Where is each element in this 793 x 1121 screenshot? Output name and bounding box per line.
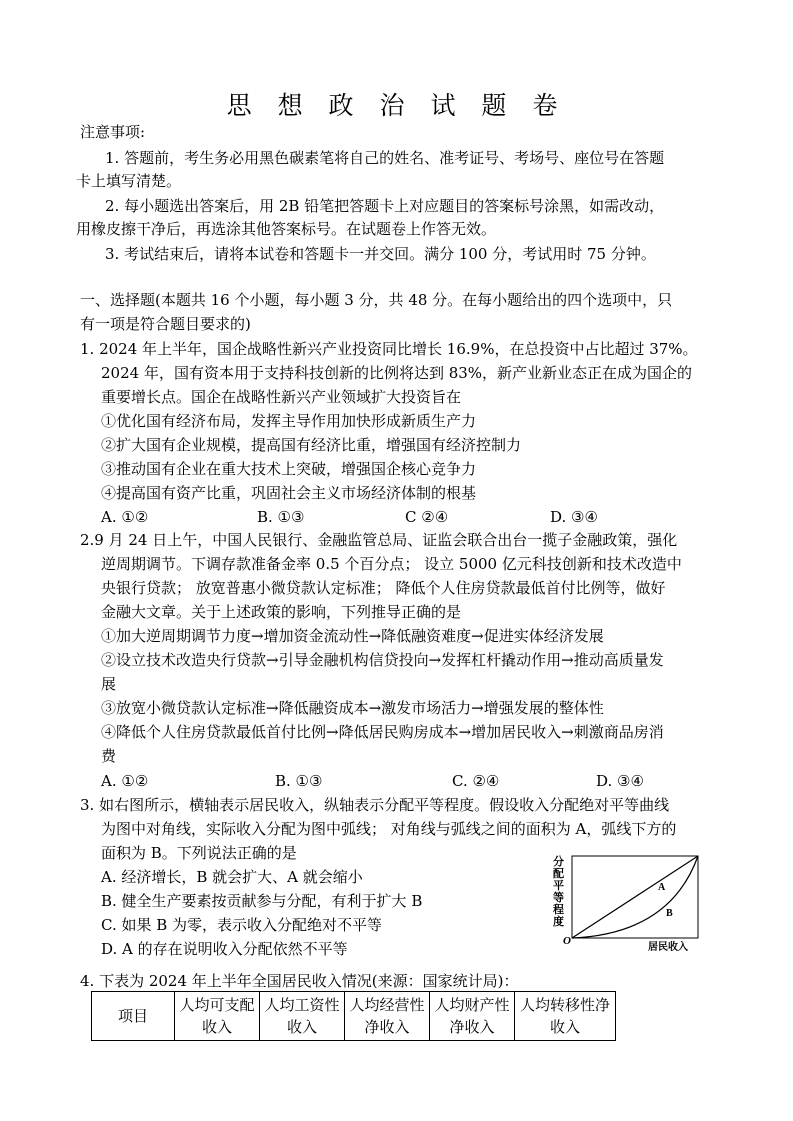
table-header-cell bbox=[175, 992, 260, 1041]
y-axis-label-glyph: 平 bbox=[553, 879, 564, 892]
q2-stem-line4: 金融大文章。关于上述政策的影响，下列推导正确的是 bbox=[101, 603, 462, 621]
header-text-line: 人均工资性 bbox=[264, 996, 340, 1014]
q2-stem-line1: 2.9 月 24 日上午，中国人民银行、金融监管总局、证监会联合出台一揽子金融政策，强化 bbox=[80, 531, 678, 549]
header-text-line: 人均财产性 bbox=[434, 996, 510, 1014]
notice-heading: 注意事项: bbox=[80, 123, 146, 141]
q1-stem-line2: 2024 年，国有资本用于支持科技创新的比例将达到 83%，新产业新业态正在成为国企的 bbox=[101, 364, 693, 382]
header-disposable-income bbox=[179, 996, 254, 1036]
figure-x-axis-label: 居民收入 bbox=[648, 942, 688, 953]
y-axis-label-glyph: 度 bbox=[553, 915, 564, 928]
q2-option-d: D. ③④ bbox=[596, 772, 644, 790]
header-text-line: 收入 bbox=[286, 1018, 317, 1036]
q3-option-d: D. A 的存在说明收入分配依然不平等 bbox=[101, 940, 348, 958]
income-distribution-diagram bbox=[560, 850, 710, 954]
header-business-income bbox=[349, 996, 424, 1036]
q3-stem-line3: 面积为 B。下列说法正确的是 bbox=[101, 844, 297, 862]
q1-option-c: C ②④ bbox=[405, 508, 449, 526]
header-text-line: 人均经营性 bbox=[349, 996, 425, 1014]
header-text-line: 人均可支配 bbox=[179, 996, 255, 1014]
header-property-income bbox=[434, 996, 509, 1036]
table-header-cell bbox=[260, 992, 345, 1041]
header-text-line: 收入 bbox=[201, 1018, 232, 1036]
table-header-row bbox=[92, 992, 616, 1041]
table-header-cell bbox=[515, 992, 616, 1041]
page-title: 思 想 政 治 试 题 卷 bbox=[226, 91, 567, 120]
q3-stem-line2: 为图中对角线，实际收入分配为图中弧线； 对角线与弧线之间的面积为 A，弧线下方的 bbox=[101, 820, 677, 838]
q2-item-4-cont: 费 bbox=[101, 747, 117, 765]
header-wage-income bbox=[264, 996, 339, 1036]
origin-label: O bbox=[563, 935, 571, 947]
q1-item-3: ③推动国有企业在重大技术上突破，增强国企核心竞争力 bbox=[101, 460, 477, 478]
table-header-cell bbox=[92, 992, 175, 1041]
q1-option-d: D. ③④ bbox=[550, 508, 598, 526]
y-axis-label-glyph: 程 bbox=[553, 903, 564, 916]
q3-stem-line1: 3. 如右图所示，横轴表示居民收入，纵轴表示分配平等程度。假设收入分配绝对平等曲线 bbox=[80, 796, 670, 814]
notice-item-2b: 用橡皮擦干净后，再选涂其他答案标号。在试题卷上作答无效。 bbox=[76, 220, 497, 238]
q1-stem-line1: 1. 2024 年上半年，国企战略性新兴产业投资同比增长 16.9%，在总投资中占比超过 37%。 bbox=[80, 340, 698, 358]
q1-option-b: B. ①③ bbox=[257, 508, 305, 526]
table-header-cell bbox=[430, 992, 515, 1041]
q3-option-b: B. 健全生产要素按贡献参与分配，有利于扩大 B bbox=[101, 892, 423, 910]
q2-option-c: C. ②④ bbox=[452, 772, 500, 790]
q4-intro: 4. 下表为 2024 年上半年全国居民收入情况(来源：国家统计局)： bbox=[80, 972, 519, 990]
header-text-line: 人均转移性净 bbox=[519, 996, 610, 1014]
q1-item-4: ④提高国有资产比重，巩固社会主义市场经济体制的根基 bbox=[101, 484, 477, 502]
q2-stem-line2: 逆周期调节。下调存款准备金率 0.5 个百分点； 设立 5000 亿元科技创新和技术改造中 bbox=[101, 555, 682, 573]
equality-diagonal bbox=[572, 856, 698, 938]
q1-item-1: ①优化国有经济布局，发挥主导作用加快形成新质生产力 bbox=[101, 412, 477, 430]
area-b-label: B bbox=[666, 908, 673, 919]
notice-item-3: 3. 考试结束后，请将本试卷和答题卡一并交回。满分 100 分，考试用时 75 分钟。 bbox=[105, 245, 656, 263]
q2-item-4: ④降低个人住房贷款最低首付比例→降低居民购房成本→增加居民收入→刺激商品房消 bbox=[101, 723, 664, 741]
table-header-cell bbox=[345, 992, 430, 1041]
section-heading-line1: 一、选择题(本题共 16 个小题，每小题 3 分，共 48 分。在每小题给出的四个选项中，只 bbox=[80, 291, 673, 309]
notice-item-1a: 1. 答题前，考生务必用黑色碳素笔将自己的姓名、准考证号、考场号、座位号在答题 bbox=[105, 149, 665, 167]
q2-item-1: ①加大逆周期调节力度→增加资金流动性→降低融资难度→促进实体经济发展 bbox=[101, 627, 604, 645]
q2-stem-line3: 央银行贷款； 放宽普惠小微贷款认定标准； 降低个人住房贷款最低首付比例等，做好 bbox=[101, 579, 666, 597]
q3-option-a: A. 经济增长，B 就会扩大、A 就会缩小 bbox=[101, 868, 363, 886]
q1-stem-line3: 重要增长点。国企在战略性新兴产业领域扩大投资旨在 bbox=[101, 388, 462, 406]
area-a-label: A bbox=[658, 882, 666, 893]
notice-item-1b: 卡上填写清楚。 bbox=[76, 172, 182, 190]
q1-option-a: A. ①② bbox=[101, 508, 149, 526]
y-axis-label-glyph: 配 bbox=[553, 867, 564, 880]
y-axis-label-glyph: 分 bbox=[553, 855, 564, 868]
q2-item-3: ③放宽小微贷款认定标准→降低融资成本→激发市场活力→增强发展的整体性 bbox=[101, 699, 604, 717]
q2-item-2-cont: 展 bbox=[101, 675, 117, 693]
section-heading-line2: 有一项是符合题目要求的) bbox=[80, 315, 251, 333]
notice-item-2a: 2. 每小题选出答案后，用 2B 铅笔把答题卡上对应题目的答案标号涂黑，如需改动， bbox=[105, 197, 665, 215]
income-table bbox=[91, 991, 616, 1041]
header-item: 项目 bbox=[117, 1007, 148, 1025]
header-text-line: 净收入 bbox=[449, 1018, 495, 1036]
q1-item-2: ②扩大国有企业规模，提高国有经济比重，增强国有经济控制力 bbox=[101, 436, 522, 454]
q2-item-2: ②设立技术改造央行贷款→引导金融机构信贷投向→发挥杠杆撬动作用→推动高质量发 bbox=[101, 651, 664, 669]
q3-option-c: C. 如果 B 为零，表示收入分配绝对不平等 bbox=[101, 916, 383, 934]
header-text-line: 收入 bbox=[549, 1018, 580, 1036]
header-transfer-income bbox=[520, 996, 610, 1036]
header-text-line: 净收入 bbox=[364, 1018, 410, 1036]
q2-option-b: B. ①③ bbox=[275, 772, 323, 790]
q2-option-a: A. ①② bbox=[101, 772, 149, 790]
y-axis-label-glyph: 等 bbox=[553, 891, 564, 904]
